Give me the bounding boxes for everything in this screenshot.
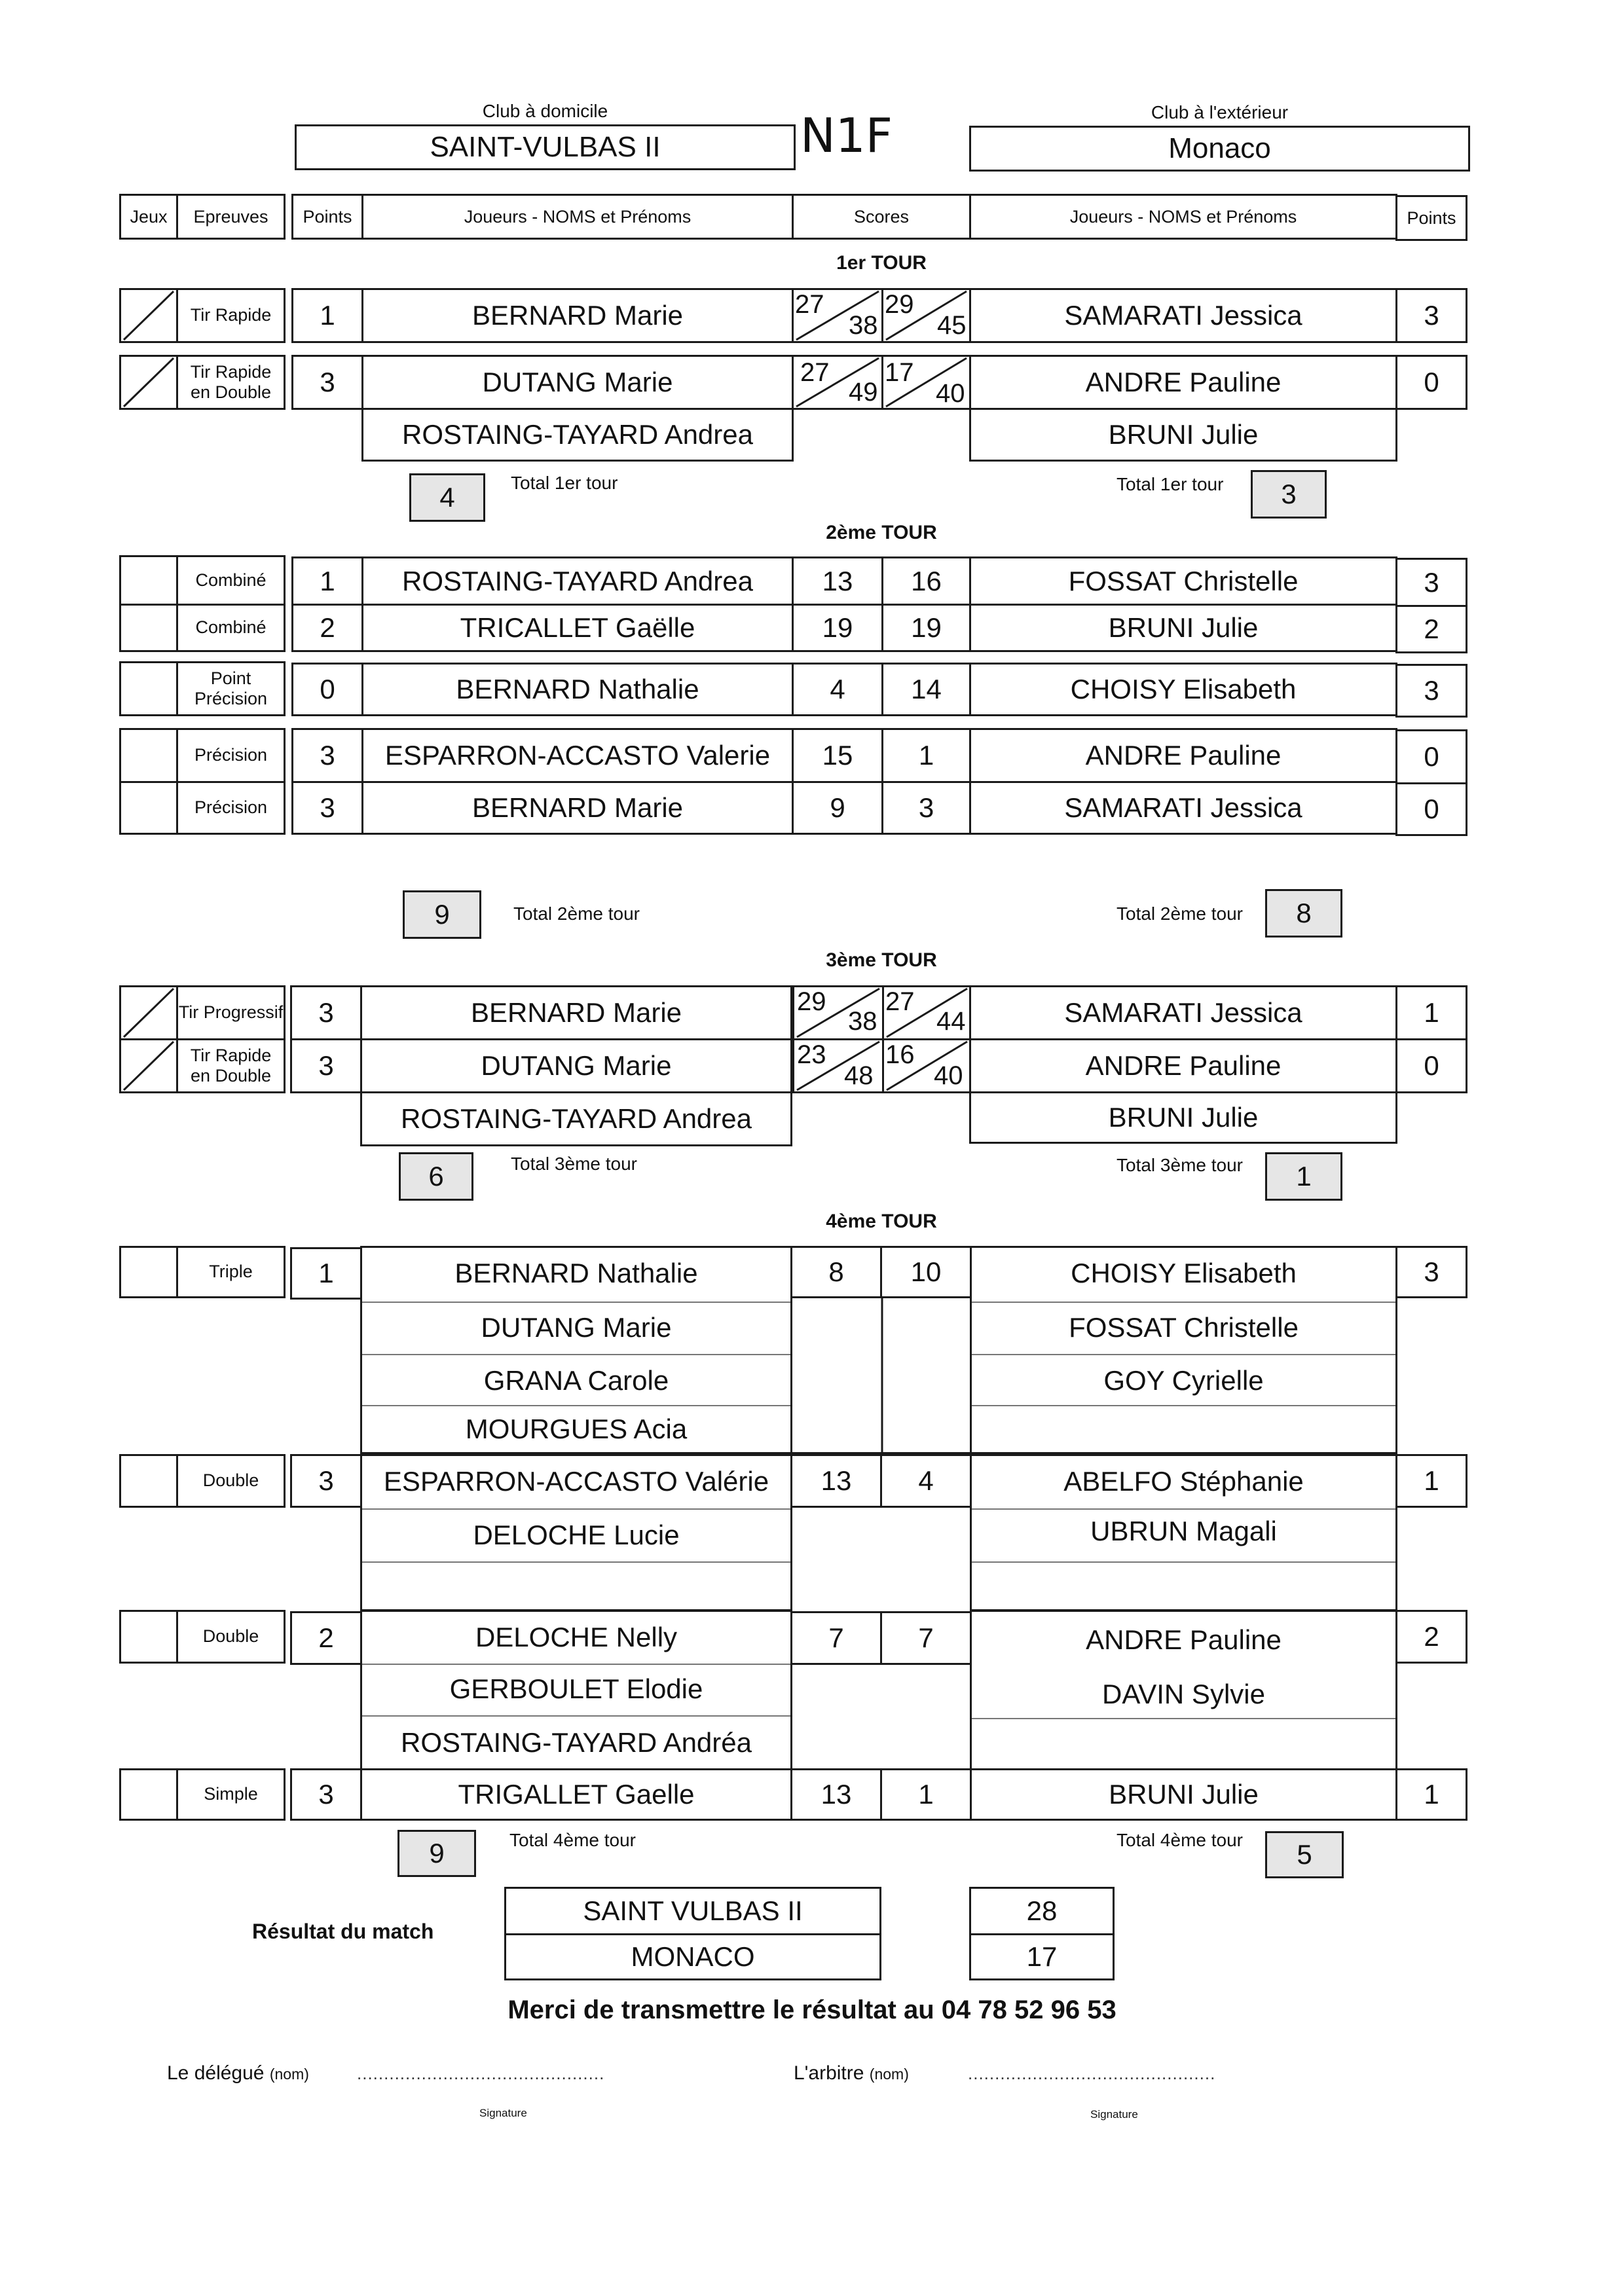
player-home-name[interactable]: BERNARD Nathalie (454, 1258, 698, 1289)
score-hits: 23 (797, 1040, 826, 1069)
player-home-cell[interactable]: BERNARD Marie (360, 985, 792, 1040)
score-home-cell[interactable]: 13 (792, 556, 883, 606)
total-away-box[interactable]: 8 (1265, 889, 1342, 938)
row-divider (362, 1561, 790, 1563)
player-home-name[interactable]: DELOCHE Lucie (473, 1520, 680, 1551)
player-away-cell[interactable]: ANDRE Pauline (969, 355, 1397, 410)
score-home-cell[interactable] (792, 1038, 884, 1093)
score-away-cell[interactable]: 7 (880, 1611, 972, 1665)
score-home-cell[interactable]: 19 (792, 604, 883, 652)
score-home-cell[interactable]: 13 (790, 1768, 882, 1821)
score-home-cell[interactable] (792, 985, 884, 1040)
score-home-cell[interactable]: 13 (790, 1454, 882, 1508)
jeux-cell[interactable] (119, 781, 178, 835)
score-away-cell[interactable]: 1 (881, 728, 971, 783)
points-home-cell[interactable]: 1 (290, 1247, 362, 1300)
result-home-team: SAINT VULBAS II (504, 1887, 881, 1935)
player-away-cell[interactable]: CHOISY Elisabeth (969, 663, 1397, 716)
score-home-cell[interactable]: 9 (792, 781, 883, 835)
points-home-cell[interactable]: 3 (290, 1038, 362, 1093)
player-away-name[interactable]: CHOISY Elisabeth (1071, 1258, 1297, 1289)
event-cell: Précision (176, 728, 286, 783)
delegate-signature-label: Signature (479, 2107, 527, 2119)
score-home-cell[interactable] (792, 355, 883, 410)
points-away-cell[interactable]: 0 (1395, 782, 1467, 836)
result-away-score[interactable]: 17 (969, 1933, 1115, 1980)
total-home-box[interactable]: 9 (397, 1830, 476, 1877)
row-divider (972, 1405, 1395, 1406)
score-away-cell[interactable]: 1 (880, 1768, 972, 1821)
event-cell: Combiné (176, 604, 286, 652)
jeux-cell[interactable] (119, 1454, 178, 1508)
points-away-cell[interactable]: 1 (1395, 1768, 1467, 1821)
event-cell: Tir Progressif (176, 985, 286, 1040)
points-away-cell[interactable]: 0 (1395, 1038, 1467, 1093)
player-home-name[interactable]: MOURGUES Acia (465, 1413, 688, 1445)
delegate-label (167, 2062, 309, 2085)
player-home-cell[interactable]: BERNARD Marie (361, 781, 794, 835)
home-club-field[interactable]: SAINT-VULBAS II (295, 124, 796, 170)
jeux-slash-cell (119, 288, 178, 343)
score-total: 48 (844, 1061, 874, 1090)
score-home-cell[interactable] (792, 288, 883, 343)
player-home-cell[interactable]: ESPARRON-ACCASTO Valerie (361, 728, 794, 783)
total-away-box[interactable]: 5 (1265, 1831, 1344, 1878)
arbitre-name-field[interactable]: .............................................. (968, 2064, 1216, 2083)
away-club-label: Club à l'extérieur (1151, 102, 1289, 123)
player-away-cell[interactable]: ANDRE Pauline (969, 1038, 1397, 1093)
event-cell: Point Précision (176, 661, 286, 716)
col-points-home: Points (291, 194, 363, 240)
arbitre-label (794, 2062, 909, 2085)
player-away-cell[interactable]: SAMARATI Jessica (969, 288, 1397, 343)
row-divider (972, 1718, 1395, 1719)
total-home-label: Total 4ème tour (509, 1830, 636, 1850)
division-handwritten: N1F (800, 108, 893, 163)
total-home-box[interactable]: 4 (409, 473, 485, 522)
jeux-cell[interactable] (119, 661, 178, 716)
points-home-cell[interactable]: 2 (290, 1611, 362, 1665)
jeux-slash-cell (119, 985, 178, 1040)
total-away-label: Total 4ème tour (1116, 1830, 1243, 1850)
player-home-name[interactable]: DUTANG Marie (481, 1312, 672, 1343)
player-away-cell[interactable]: SAMARATI Jessica (969, 985, 1397, 1040)
arbitre-text: L'arbitre (794, 2062, 864, 2084)
player-home-cell[interactable]: BERNARD Marie (361, 288, 794, 343)
arbitre-signature-label: Signature (1090, 2108, 1138, 2121)
jeux-slash-cell (119, 355, 178, 410)
points-home-cell[interactable]: 1 (291, 556, 363, 606)
score-away-cell[interactable] (882, 985, 972, 1040)
result-label: Résultat du match (252, 1920, 434, 1943)
player-away-name[interactable]: GOY Cyrielle (1103, 1365, 1264, 1396)
jeux-cell[interactable] (119, 1610, 178, 1664)
player-home-name[interactable]: ESPARRON-ACCASTO Valérie (383, 1466, 769, 1497)
score-hits: 17 (885, 358, 914, 387)
player-home-cell[interactable]: BERNARD Nathalie (361, 663, 794, 716)
score-hits: 27 (795, 290, 824, 319)
score-away-cell[interactable] (882, 1038, 972, 1093)
jeux-cell[interactable] (119, 1768, 178, 1821)
score-total: 44 (936, 1007, 966, 1036)
tour1-title: 1er TOUR (836, 252, 927, 274)
score-away-cell[interactable]: 14 (881, 663, 971, 716)
score-total: 40 (934, 1061, 963, 1090)
event-cell: Tir Rapide en Double (176, 1038, 286, 1093)
total-away-box[interactable]: 3 (1251, 470, 1327, 519)
player-home-name[interactable]: ROSTAING-TAYARD Andréa (400, 1727, 752, 1758)
points-home-cell[interactable]: 3 (291, 355, 363, 410)
player-away-name[interactable]: FOSSAT Christelle (1069, 1312, 1299, 1343)
col-points-away: Points (1395, 195, 1467, 241)
score-home-cell[interactable]: 4 (792, 663, 883, 716)
player-home-name[interactable]: GERBOULET Elodie (449, 1673, 703, 1705)
player-away-cell[interactable]: BRUNI Julie (969, 1091, 1397, 1144)
score-away-cell[interactable]: 19 (881, 604, 971, 652)
total-home-box[interactable]: 9 (403, 890, 481, 939)
player-home-name[interactable]: GRANA Carole (483, 1365, 669, 1396)
points-away-cell[interactable]: 3 (1395, 558, 1467, 607)
points-home-cell[interactable]: 3 (290, 1454, 362, 1508)
points-away-cell[interactable]: 3 (1395, 288, 1467, 343)
col-players-home: Joueurs - NOMS et Prénoms (361, 194, 794, 240)
total-away-box[interactable]: 1 (1265, 1152, 1342, 1201)
total-home-label: Total 1er tour (511, 473, 618, 493)
points-away-cell[interactable]: 0 (1395, 729, 1467, 784)
score-away-cell[interactable] (881, 355, 971, 410)
player-home-cell[interactable]: DUTANG Marie (360, 1038, 792, 1093)
event-cell: Tir Rapide (176, 288, 286, 343)
total-away-label: Total 2ème tour (1116, 903, 1243, 924)
jeux-slash-cell (119, 1038, 178, 1093)
col-epreuves: Epreuves (176, 194, 286, 240)
delegate-nom: (nom) (269, 2066, 309, 2083)
event-cell: Double (176, 1454, 286, 1508)
score-total: 38 (849, 311, 878, 340)
away-club-field[interactable]: Monaco (969, 126, 1470, 172)
score-total: 38 (848, 1007, 877, 1036)
jeux-cell[interactable] (119, 728, 178, 783)
total-home-label: Total 3ème tour (511, 1154, 637, 1174)
score-away-cell[interactable] (881, 288, 971, 343)
points-away-cell[interactable]: 0 (1395, 355, 1467, 410)
points-away-cell[interactable]: 3 (1395, 1246, 1467, 1298)
jeux-cell[interactable] (119, 604, 178, 652)
player-home-cell[interactable]: ROSTAING-TAYARD Andrea (360, 1091, 792, 1146)
col-players-away: Joueurs - NOMS et Prénoms (969, 194, 1397, 240)
score-home-cell[interactable]: 7 (790, 1611, 882, 1665)
event-cell: Simple (176, 1768, 286, 1821)
jeux-cell[interactable] (119, 1246, 178, 1298)
player-away-name[interactable]: UBRUN Magali (1090, 1516, 1277, 1547)
result-home-score[interactable]: 28 (969, 1887, 1115, 1935)
tour3-title: 3ème TOUR (826, 949, 937, 972)
score-hits: 27 (885, 987, 915, 1016)
jeux-cell[interactable] (119, 555, 178, 606)
player-away-cell[interactable]: ANDRE Pauline (969, 728, 1397, 783)
player-away-name[interactable]: ABELFO Stéphanie (1063, 1466, 1304, 1497)
event-cell: Double (176, 1610, 286, 1664)
col-jeux: Jeux (119, 194, 178, 240)
score-hits: 16 (885, 1040, 915, 1069)
points-home-cell[interactable]: 2 (291, 604, 363, 652)
score-home-cell[interactable]: 8 (790, 1246, 882, 1298)
player-away-cell[interactable]: BRUNI Julie (970, 1768, 1397, 1821)
arbitre-nom: (nom) (869, 2066, 909, 2083)
points-away-cell[interactable]: 3 (1395, 664, 1467, 718)
player-home-cell[interactable]: TRICALLET Gaëlle (361, 604, 794, 652)
row-divider (972, 1561, 1395, 1563)
player-away-name[interactable]: DAVIN Sylvie (1102, 1679, 1265, 1710)
player-home-cell[interactable]: ROSTAING-TAYARD Andrea (361, 556, 794, 606)
score-home-cell[interactable]: 15 (792, 728, 883, 783)
player-away-cell[interactable]: FOSSAT Christelle (969, 556, 1397, 606)
player-away-name[interactable]: ANDRE Pauline (1086, 1624, 1282, 1656)
tour4-title: 4ème TOUR (826, 1211, 937, 1233)
score-away-cell[interactable]: 3 (881, 781, 971, 835)
transmit-notice: Merci de transmettre le résultat au 04 78 52 96 53 (507, 1995, 1116, 2024)
points-home-cell[interactable]: 1 (291, 288, 363, 343)
points-home-cell[interactable]: 3 (290, 985, 362, 1040)
player-home-cell[interactable]: ROSTAING-TAYARD Andrea (361, 408, 794, 462)
score-hits: 29 (885, 290, 914, 319)
event-cell: Tir Rapide en Double (176, 355, 286, 410)
score-hits: 27 (800, 358, 830, 387)
player-home-cell[interactable]: TRIGALLET Gaelle (360, 1768, 792, 1821)
player-away-cell[interactable]: BRUNI Julie (969, 408, 1397, 462)
score-hits: 29 (797, 987, 826, 1016)
points-home-cell[interactable]: 3 (291, 728, 363, 783)
score-total: 49 (849, 378, 878, 407)
points-home-cell[interactable]: 3 (290, 1768, 362, 1821)
player-away-cell[interactable]: BRUNI Julie (969, 604, 1397, 652)
delegate-name-field[interactable]: .............................................. (357, 2064, 605, 2083)
points-home-cell[interactable]: 3 (291, 781, 363, 835)
total-home-label: Total 2ème tour (513, 903, 640, 924)
tour2-title: 2ème TOUR (826, 522, 937, 544)
home-club-label: Club à domicile (482, 101, 608, 122)
points-home-cell[interactable]: 0 (291, 663, 363, 716)
total-away-label: Total 1er tour (1116, 474, 1224, 494)
event-cell: Triple (176, 1246, 286, 1298)
points-away-cell[interactable]: 2 (1395, 1610, 1467, 1664)
score-away-cell[interactable]: 16 (881, 556, 971, 606)
player-home-cell[interactable]: DUTANG Marie (361, 355, 794, 410)
score-away-cell[interactable]: 10 (880, 1246, 972, 1298)
score-away-cell[interactable]: 4 (880, 1454, 972, 1508)
event-cell: Précision (176, 781, 286, 835)
player-home-name[interactable]: DELOCHE Nelly (475, 1622, 678, 1653)
event-cell: Combiné (176, 555, 286, 606)
points-away-cell[interactable]: 1 (1395, 1454, 1467, 1508)
total-home-box[interactable]: 6 (399, 1152, 473, 1201)
col-scores: Scores (792, 194, 971, 240)
delegate-text: Le délégué (167, 2062, 265, 2084)
score-blank-cross (790, 1296, 972, 1454)
total-away-label: Total 3ème tour (1116, 1155, 1243, 1175)
score-total: 45 (937, 311, 967, 340)
result-away-team: MONACO (504, 1933, 881, 1980)
points-away-cell[interactable]: 1 (1395, 985, 1467, 1040)
points-away-cell[interactable]: 2 (1395, 605, 1467, 653)
score-total: 40 (936, 379, 965, 408)
player-away-cell[interactable]: SAMARATI Jessica (969, 781, 1397, 835)
